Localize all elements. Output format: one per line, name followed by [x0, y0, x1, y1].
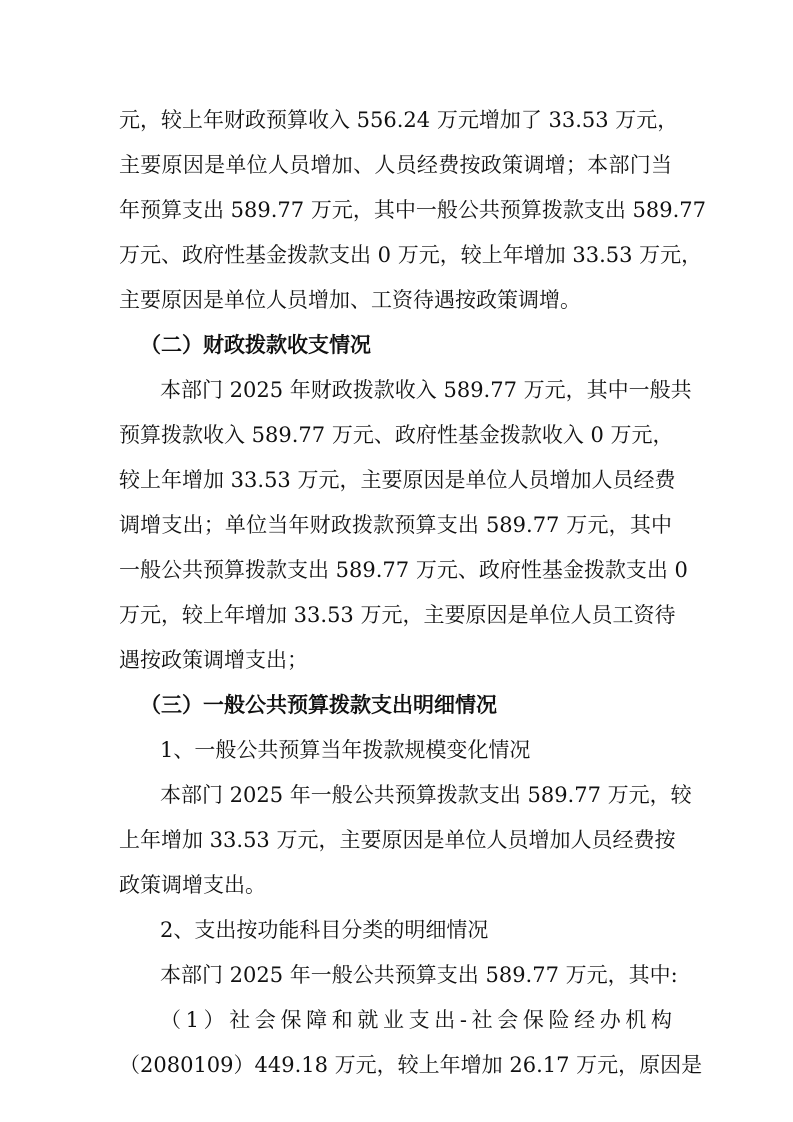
paragraph-2-line-4: 调增支出；单位当年财政拨款预算支出 589.77 万元，其中	[119, 513, 672, 537]
paragraph-2-line-2: 预算拨款收入 589.77 万元、政府性基金拨款收入 0 万元，	[119, 423, 674, 447]
paragraph-1-line-1: 元，较上年财政预算收入 556.24 万元增加了 33.53 万元，	[119, 108, 679, 132]
paragraph-3-line-1: 本部门 2025 年一般公共预算拨款支出 589.77 万元，较	[160, 783, 692, 807]
paragraph-3-line-2: 上年增加 33.53 万元，主要原因是单位人员增加人员经费按	[119, 828, 676, 852]
paragraph-2-line-5: 一般公共预算拨款支出 589.77 万元、政府性基金拨款支出 0	[119, 558, 688, 582]
section-heading-3: （三）一般公共预算拨款支出明细情况	[140, 693, 497, 717]
paragraph-3-line-3: 政策调增支出。	[119, 873, 266, 897]
section-heading-2: （二）财政拨款收支情况	[140, 333, 371, 357]
paragraph-2-line-6: 万元，较上年增加 33.53 万元，主要原因是单位人员工资待	[119, 603, 676, 627]
paragraph-2-line-1: 本部门 2025 年财政拨款收入 589.77 万元，其中一般共	[160, 378, 692, 402]
paragraph-1-line-4: 万元、政府性基金拨款支出 0 万元，较上年增加 33.53 万元，	[119, 243, 703, 267]
paragraph-4-line-1: 本部门 2025 年一般公共预算支出 589.77 万元，其中:	[160, 963, 678, 987]
paragraph-1-line-2: 主要原因是单位人员增加、人员经费按政策调增；本部门当	[119, 153, 672, 177]
paragraph-2-line-3: 较上年增加 33.53 万元，主要原因是单位人员增加人员经费	[119, 468, 676, 492]
paragraph-2-line-7: 遇按政策调增支出；	[119, 648, 308, 672]
subheading-1: 1、一般公共预算当年拨款规模变化情况	[160, 738, 531, 762]
paragraph-4-line-3: （2080109）449.18 万元，较上年增加 26.17 万元，原因是	[119, 1053, 703, 1077]
paragraph-1-line-3: 年预算支出 589.77 万元，其中一般公共预算拨款支出 589.77	[119, 198, 706, 222]
paragraph-4-line-2: （1）社会保障和就业支出-社会保险经办机构	[160, 1008, 672, 1032]
paragraph-1-line-5: 主要原因是单位人员增加、工资待遇按政策调增。	[119, 288, 581, 312]
subheading-2: 2、支出按功能科目分类的明细情况	[160, 918, 489, 942]
